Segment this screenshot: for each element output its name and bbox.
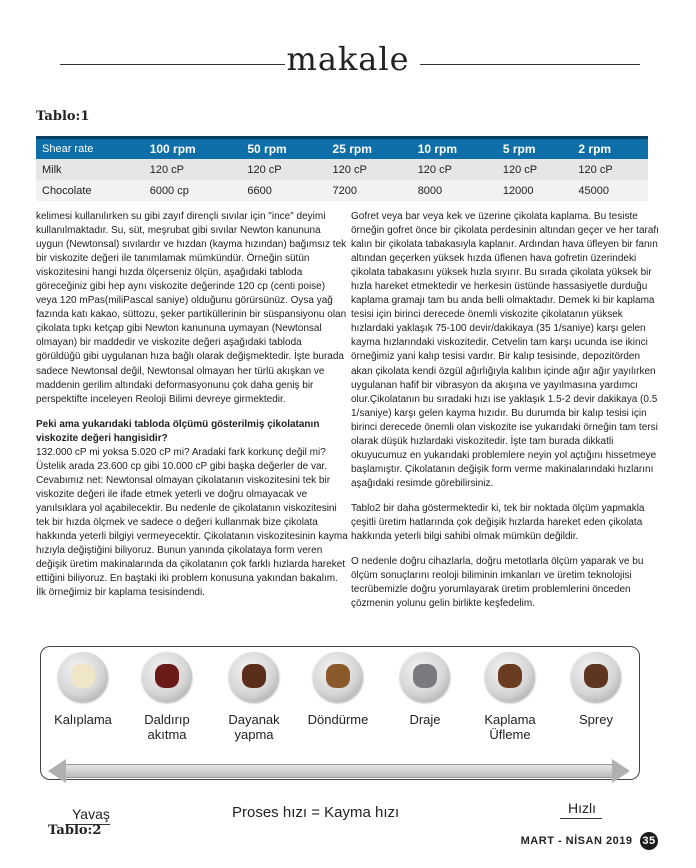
table2-caption: Tablo:2 — [48, 823, 102, 838]
step-label: Kalıplama — [54, 712, 112, 727]
table-cell: 6000 cp — [144, 180, 242, 201]
issue-label: MART - NİSAN 2019 — [520, 834, 633, 847]
step-image-fill — [326, 664, 350, 688]
slow-label: Yavaş — [72, 806, 110, 822]
step-image-fill — [155, 664, 179, 688]
body-paragraph: kelimesi kullanılırken su gibi zayıf dirençli sıvılar için "ince" deyimi kullanılmaktadır. Su, süt, meşrubat gibi sıvılar Newton kanununa uygun (Newtonsal) sıvılardır ve hızdan (kayma hızından) bağımsız tek bir viskozite değeri ile tanımlamak mümkündür. Örneğin sütün viskozitesini hangi hızda ölçerseniz ölçün, aşağıdaki tabloda göreceğiniz gibi hep aynı viskozite değerinde 120 cp (centi poise) veya 120 mPas(miliPascal saniye) olduğunu görürsünüz. Oysa yağ fazında katı kakao, süttozu, şeker partiküllerinin bir süspansiyonu olan çikolata tıpkı ketçap gibi Newton kanununa uymayan (Newtonsal olmayan) bir maddedir ve viskozite değeri aşağıdaki tabloda görüldüğü gibi uygulanan hıza bağlı olarak değişmektedir. İşte burada sadece Newtonsal değil, Newtonsal olmayan her türlü akışkan ve maddenin gerilim altındaki deformasyonunu çok daha geniş bir perspektifte inceleyen Reoloji Bilimi devreye girmektedir. — [36, 211, 347, 405]
table-cell: 120 cP — [412, 159, 497, 180]
fast-label: Hızlı — [568, 800, 596, 816]
table-cell: 45000 — [572, 180, 648, 201]
question-heading: Peki ama yukarıdaki tabloda ölçümü gösterilmiş çikolatanın viskozite değeri hangisidir? — [36, 418, 320, 444]
chocolate-pieces-icon — [313, 652, 363, 702]
speed-axis-bar — [64, 764, 614, 778]
table-cell: 120 cP — [327, 159, 412, 180]
table-cell: 120 cP — [144, 159, 242, 180]
table-row — [36, 180, 648, 201]
enrobed-bars-icon — [485, 652, 535, 702]
step-image-fill — [242, 664, 266, 688]
right-column — [351, 210, 661, 622]
chocolate-strawberries-icon — [229, 652, 279, 702]
section-title: makale — [286, 40, 410, 78]
left-column — [36, 210, 348, 611]
arrow-right-icon — [612, 759, 630, 783]
table-cell: 120 cP — [572, 159, 648, 180]
table-header-shear-rate: Shear rate — [36, 138, 144, 160]
table-header-col: 100 rpm — [144, 138, 242, 160]
step-image-fill — [413, 664, 437, 688]
dipped-strawberry-icon — [142, 652, 192, 702]
molded-chocolate-bar-icon — [58, 652, 108, 702]
step-label: Draje — [409, 712, 441, 727]
table-header-col: 25 rpm — [327, 138, 412, 160]
arrow-left-icon — [48, 759, 66, 783]
step-image-fill — [71, 664, 95, 688]
process-step — [392, 652, 458, 727]
table-header-col: 10 rpm — [412, 138, 497, 160]
table-cell: 7200 — [327, 180, 412, 201]
process-step — [221, 652, 287, 742]
viscosity-table — [36, 136, 648, 201]
step-image-fill — [498, 664, 522, 688]
process-step — [134, 652, 200, 742]
step-label: Dayanak yapma — [228, 712, 280, 742]
process-step — [50, 652, 116, 727]
body-paragraph: Tablo2 bir daha göstermektedir ki, tek bir noktada ölçüm yapmakla çeşitli üretim hatlarında çok değişik hızlarda hareket eden çikolata hakkında yeterli bilgi sahibi olmak mümkün değildir. — [351, 502, 645, 543]
step-label: Daldırıp akıtma — [144, 712, 190, 742]
page-number: 35 — [640, 832, 658, 850]
header-rule-right — [420, 64, 640, 65]
spray-nozzles-icon — [571, 652, 621, 702]
body-paragraph: O nedenle doğru cihazlarla, doğru metotlarla ölçüm yaparak ve bu ölçüm sonuçlarını reoloji biliminin imkanları ve üretim teknolojisi tecrübemizle doğru yorumlayarak üretim problemlerini önceden çözmenin yolunu gelin birlikte keşfedelim. — [351, 556, 644, 610]
step-image-fill — [584, 664, 608, 688]
table-cell: 6600 — [241, 180, 326, 201]
process-step — [477, 652, 543, 742]
step-label: Kaplama Üfleme — [484, 712, 536, 742]
table-header-col: 5 rpm — [497, 138, 573, 160]
table-header-col: 2 rpm — [572, 138, 648, 160]
body-paragraph: 132.000 cP mi yoksa 5.020 cP mi? Aradaki fark korkunç değil mi? Üstelik arada 23.600 cp gibi 10.000 cP gibi başka değerler de var. Cevabımız net: Newtonsal olmayan çikolatanın viskozitesini tek bir viskozite değeri ile ifade etmek yeterli ve doğru olmayacak ve yanılsıklara yol açabilecektir. Bu nedenle de çikolatanın viskozitesini tek bir hızda ölçmek ve sadece o değeri kullanmak bize çikolata hakkında yeterli bilgiyi vermeyecektir. Çikolatanın viskozitesinin kayma hızıyla değiştiğini biliyoruz. Bunun yanında çikolataya form veren değişik üretim makinalarında da çikolatanın çok farklı hızlarda hareket ettiğini biliyoruz. En baştaki iki problem konusuna yakından bakalım. İlk örneğimiz bir kaplama tesisindendi. — [36, 446, 348, 599]
table1-caption: Tablo:1 — [36, 109, 90, 124]
row-label: Milk — [36, 159, 144, 180]
process-step — [305, 652, 371, 727]
table-row — [36, 159, 648, 180]
body-paragraph: Gofret veya bar veya kek ve üzerine çikolata kaplama. Bu tesiste örneğin gofret önce bir çikolata perdesinin altından geçer ve her tarafı kalın bir çikolata tabakasıyla kaplanır. Ardından hava üfleyen bir fanın altından geçerken yüksek hızda üflenen hava gofretin üzerindeki çikolata tabakasını yüksek hızla sıyırır. Bu sırada çikolata yüksek bir hızla hareket etmektedir ve herkesin üstünde hassasiyetle durduğu kaplama gramajı tam bu anda belli olmaktadır. Demek ki bir kaplama tesisi için birinci derecede önemli viskozite çikolatanın yüksek hızlardaki yaklaşık 75-100 devir/dakikaya (35 1/saniye) karşı gelen kayma hızlarındaki viskozitedir. Cetvelin tam karşı ucunda ise ikinci örneğimiz yani kalıp tesisi vardır. Bir kalıp tesisinde, depozitörden akan çikolata kendi özgül ağırlığıyla kalıbın içinde ağır ağır yayılırken uygulanan hafif bir vibrasyon da akışına ve yayılmasına yardımcı olur.Çikolatanın bu sıradaki hızı ise yaklaşık 1.5-2 devir dakikaya (0.5 1/saniye) karşı gelen kayma hızıdır. Bu durumda bir kalıp tesisi için birinci derecede önemli olan viskozite ise yukarıdaki örneğin tam tersi olarak düşük hızlardaki viskozitedir. İşte tam burada dikkatli okuyucumuz en yukarıdaki problemlere neyin yol açtığını hissetmeye başlamıştır. Çikolatanın değişik form verme makinalarındaki hızlarını aşağıdaki resimde görebilirsiniz. — [351, 211, 659, 489]
fast-underline — [560, 818, 602, 819]
table-cell: 120 cP — [497, 159, 573, 180]
process-axis-label: Proses hızı = Kayma hızı — [232, 804, 400, 821]
step-label: Döndürme — [307, 712, 369, 727]
table-cell: 120 cP — [241, 159, 326, 180]
table-cell: 8000 — [412, 180, 497, 201]
row-label: Chocolate — [36, 180, 144, 201]
step-label: Sprey — [579, 712, 613, 727]
process-step — [563, 652, 629, 727]
coating-pan-icon — [400, 652, 450, 702]
table-cell: 12000 — [497, 180, 573, 201]
page-footer — [521, 832, 658, 850]
table-header-col: 50 rpm — [241, 138, 326, 160]
